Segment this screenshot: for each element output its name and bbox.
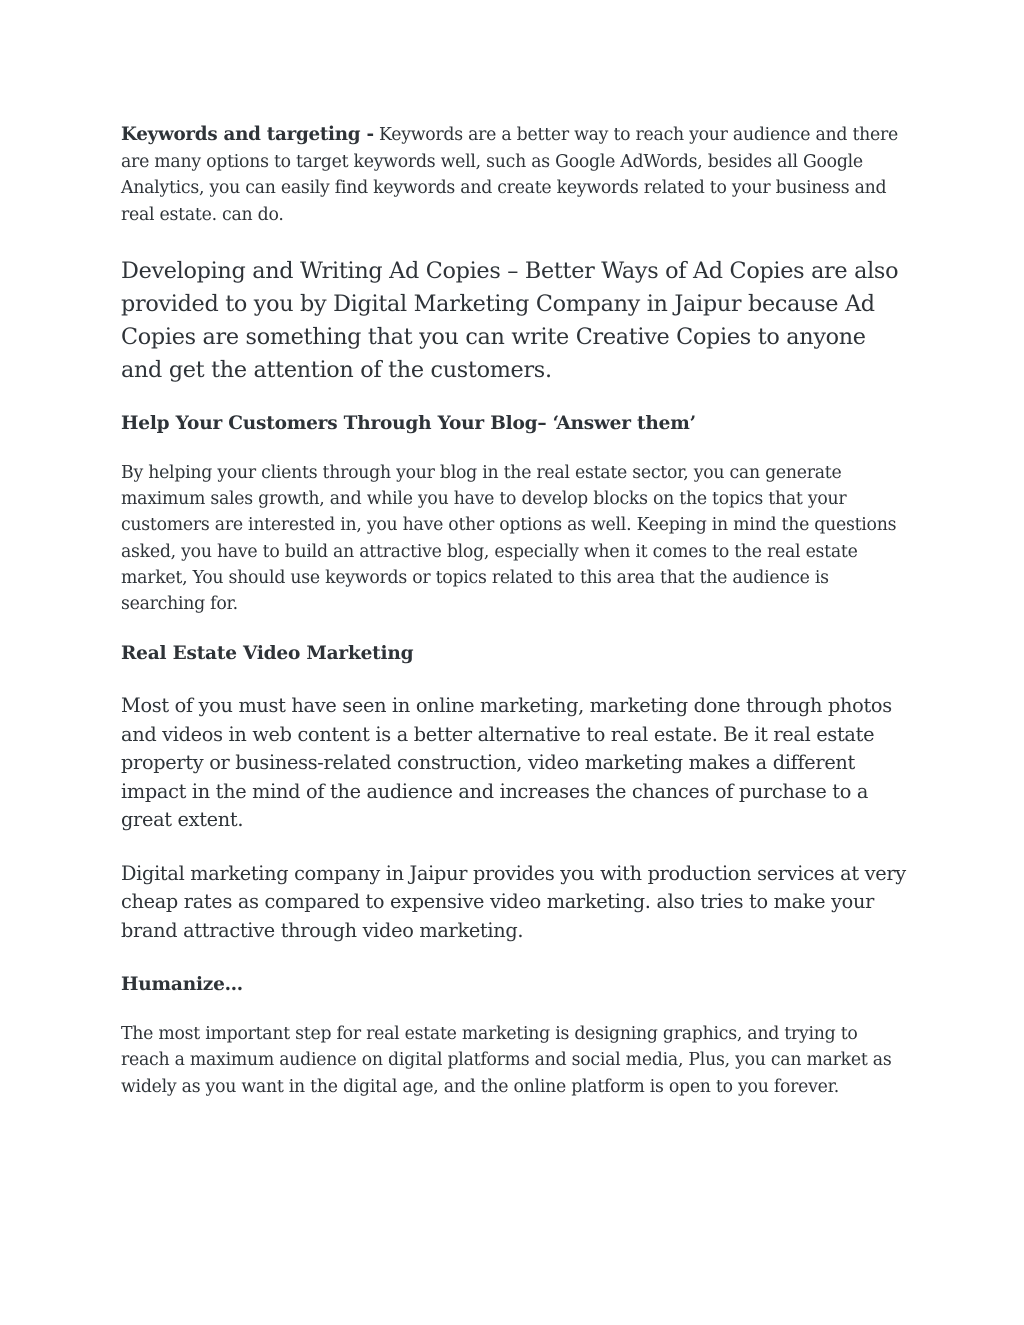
video-paragraph-2: Digital marketing company in Jaipur provides you with production services at very cheap rates as compared to expensive video marketing. also tries to make your brand attractive through video marketing. xyxy=(121,861,906,942)
document-body xyxy=(121,122,911,1100)
humanize-heading: Humanize… xyxy=(121,974,243,996)
humanize-paragraph: The most important step for real estate marketing is designing graphics, and trying to reach a maximum audience on digital platforms and social media, Plus, you can market as widely as you want in the digital age, and the online platform is open to you forever. xyxy=(121,1024,892,1097)
video-paragraph-1: Most of you must have seen in online marketing, marketing done through photos and videos in web content is a better alternative to real estate. Be it real estate property or business-related construction, video marketing makes a different impact in the mind of the audience and increases the chances of purchase to a great extent. xyxy=(121,694,892,832)
ad-copies-paragraph: Developing and Writing Ad Copies – Better Ways of Ad Copies are also provided to you by Digital Marketing Company in Jaipur because Ad Copies are something that you can write Creative Copies to anyone and get the attention of the customers. xyxy=(121,258,899,383)
keywords-lead: Keywords and targeting - xyxy=(121,124,374,145)
keywords-text: Keywords are a better way to reach your audience and there are many options to target keywords well, such as Google AdWords, besides all Google Analytics, you can easily find keywords and create keywords related to your business and real estate. can do. xyxy=(121,125,898,225)
keywords-paragraph xyxy=(121,122,911,228)
video-marketing-heading: Real Estate Video Marketing xyxy=(121,643,414,665)
blog-paragraph: By helping your clients through your blog in the real estate sector, you can generate maximum sales growth, and while you have to develop blocks on the topics that your customers are interested in, you have other options as well. Keeping in mind the questions asked, you have to build an attractive blog, especially when it comes to the real estate market, You should use keywords or topics related to this area that the audience is searching for. xyxy=(121,463,897,615)
blog-heading: Help Your Customers Through Your Blog– ‘Answer them’ xyxy=(121,413,696,434)
